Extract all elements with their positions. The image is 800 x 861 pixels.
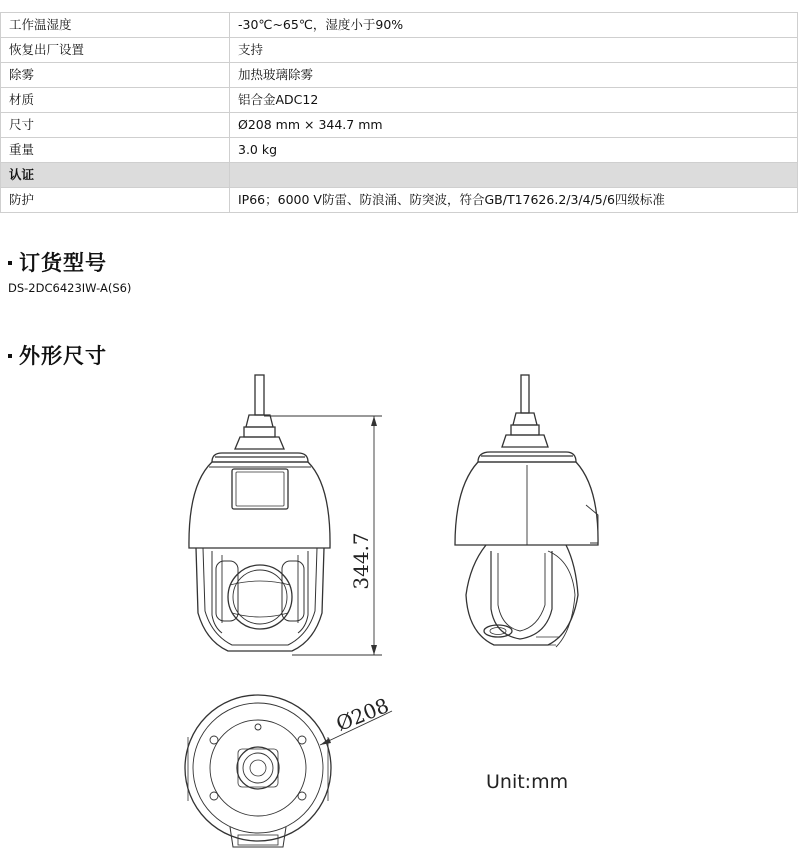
camera-bottom-view — [185, 695, 331, 847]
spec-label: 恢复出厂设置 — [1, 38, 230, 63]
height-label: 344.7 — [349, 532, 373, 590]
spec-label: 工作温湿度 — [1, 13, 230, 38]
dimensions-title: 外形尺寸 — [19, 344, 107, 368]
spec-table — [0, 12, 798, 213]
cable-front — [255, 375, 264, 415]
spec-label: 除雾 — [1, 63, 230, 88]
model-number: DS-2DC6423IW-A(S6) — [8, 281, 132, 295]
bullet-icon — [8, 261, 12, 265]
spec-row-factory-reset — [1, 38, 798, 63]
spec-label: 防护 — [1, 188, 230, 213]
spec-value: 支持 — [230, 38, 798, 63]
unit-label: Unit:mm — [486, 771, 569, 793]
dimension-drawing — [0, 365, 800, 861]
spec-label: 重量 — [1, 138, 230, 163]
spec-value: -30℃~65℃，湿度小于90% — [230, 13, 798, 38]
bullet-icon — [8, 354, 12, 358]
spec-row-defog — [1, 63, 798, 88]
spec-value: IP66；6000 V防雷、防浪涌、防突波，符合GB/T17626.2/3/4/5/6四级标准 — [230, 188, 798, 213]
section-title: 认证 — [1, 163, 230, 188]
housing-front — [189, 462, 330, 548]
yoke-front — [196, 548, 324, 651]
spec-label: 材质 — [1, 88, 230, 113]
spec-row-material — [1, 88, 798, 113]
spec-row-weight — [1, 138, 798, 163]
section-empty-cell — [230, 163, 798, 188]
spec-row-size — [1, 113, 798, 138]
diameter-label: Ø208 — [332, 693, 393, 736]
spec-label: 尺寸 — [1, 113, 230, 138]
housing-side — [455, 462, 598, 545]
spec-value: Ø208 mm × 344.7 mm — [230, 113, 798, 138]
spec-row-protection — [1, 188, 798, 213]
camera-side-view — [455, 375, 598, 647]
window-front — [232, 469, 288, 509]
spec-value: 3.0 kg — [230, 138, 798, 163]
spec-section-certification — [1, 163, 798, 188]
spec-value: 加热玻璃除雾 — [230, 63, 798, 88]
ordering-heading — [8, 250, 107, 276]
cable-side — [521, 375, 529, 413]
bottom-outer-circle — [185, 695, 331, 841]
cable-gland-front — [246, 415, 273, 427]
spec-row-temperature — [1, 13, 798, 38]
top-cap-side — [478, 452, 576, 462]
ordering-title: 订货型号 — [19, 251, 107, 275]
spec-value: 铝合金ADC12 — [230, 88, 798, 113]
